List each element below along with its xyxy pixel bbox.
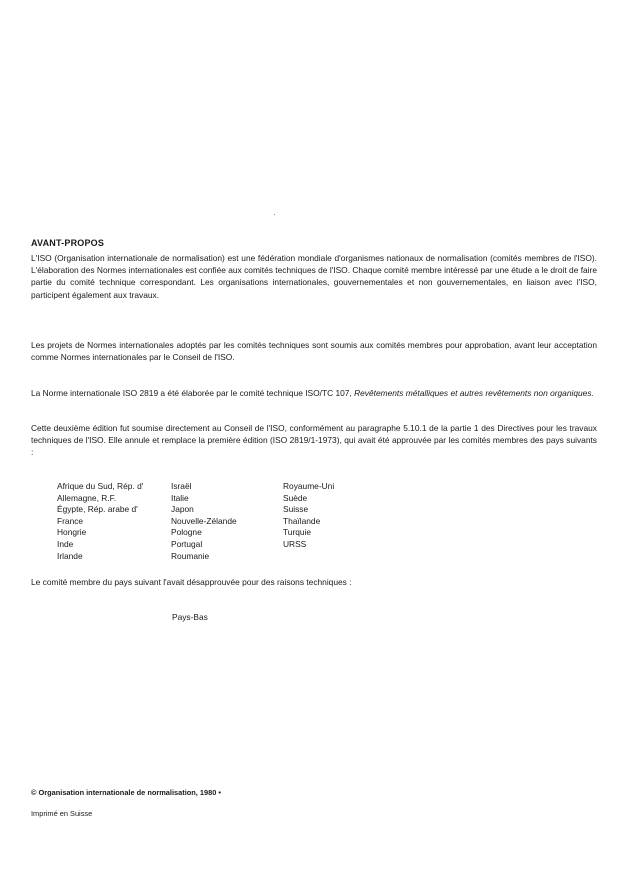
approving-countries-list bbox=[57, 481, 477, 562]
paragraph-standard-elaboration bbox=[31, 387, 597, 399]
paragraph-iso-intro: L'ISO (Organisation internationale de normalisation) est une fédération mondiale d'organismes nationaux de normalisation (comités membres de l'ISO). L'élaboration des Normes internationales est confiée aux comités techniques de l'ISO. Chaque comité membre intéressé par une étude a le droit de faire partie du comité technique correspondant. Les organisations internationales, gouvernementales et non gouvernementales, en liaison avec l'ISO, participent également aux travaux. bbox=[31, 253, 597, 300]
paragraph-disapproval: Le comité membre du pays suivant l'avait désapprouvée pour des raisons techniques : bbox=[31, 577, 352, 587]
committee-title: Revêtements métalliques et autres revêtements non organiques. bbox=[354, 388, 594, 398]
standard-elaboration-text: La Norme internationale ISO 2819 a été élaborée par le comité technique ISO/TC 107, bbox=[31, 388, 355, 398]
country-item: Nouvelle-Zélande bbox=[171, 515, 237, 526]
paragraph-draft-approval: Les projets de Normes internationales adoptés par les comités techniques sont soumis aux comités membres pour approbation, avant leur acceptation comme Normes internationales par le Conseil de l'ISO. bbox=[31, 340, 597, 363]
scan-speck bbox=[274, 214, 275, 215]
country-item: Italie bbox=[171, 492, 189, 503]
country-item: Allemagne, R.F. bbox=[57, 492, 117, 503]
country-item: Roumanie bbox=[171, 550, 210, 561]
printed-in-notice: Imprimé en Suisse bbox=[31, 809, 93, 818]
country-item: Afrique du Sud, Rép. d' bbox=[57, 481, 144, 491]
country-item: Irlande bbox=[57, 550, 83, 561]
country-item: Suède bbox=[283, 492, 308, 503]
country-item: Israël bbox=[171, 481, 192, 491]
countries-column-2 bbox=[171, 481, 283, 562]
paragraph-edition-history: Cette deuxième édition fut soumise directement au Conseil de l'ISO, conformément au paragraphe 5.10.1 de la partie 1 des Directives pour les travaux techniques de l'ISO. Elle annule et remplace la première édition (ISO 2819/1-1973), qui avait été approuvée par les comités membres des pays suivants : bbox=[31, 423, 597, 458]
country-item: Suisse bbox=[283, 504, 309, 515]
country-item: Inde bbox=[57, 538, 74, 549]
copyright-notice: © Organisation internationale de normalisation, 1980 • bbox=[31, 788, 221, 797]
country-item: Thaïlande bbox=[283, 515, 321, 526]
country-item: Royaume-Uni bbox=[283, 481, 335, 491]
section-heading: AVANT-PROPOS bbox=[31, 238, 105, 248]
country-item: Turquie bbox=[283, 527, 312, 538]
country-item: Japon bbox=[171, 504, 194, 515]
countries-column-1 bbox=[57, 481, 171, 562]
country-item: France bbox=[57, 515, 84, 526]
country-item: URSS bbox=[283, 538, 307, 549]
country-item: Pologne bbox=[171, 527, 202, 538]
country-item: Hongrie bbox=[57, 527, 87, 538]
countries-column-3 bbox=[283, 481, 453, 562]
country-item: Égypte, Rép. arabe d' bbox=[57, 504, 138, 515]
country-item: Portugal bbox=[171, 538, 203, 549]
disapproving-country: Pays-Bas bbox=[172, 612, 208, 622]
